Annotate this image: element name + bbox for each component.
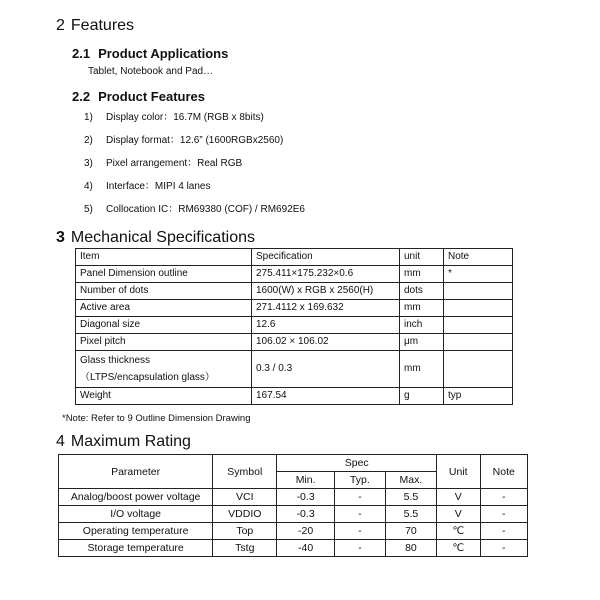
unit-cell: μm <box>400 334 444 351</box>
section-2-title: Features <box>70 17 135 34</box>
table-row <box>59 523 528 540</box>
symbol-cell: Tstg <box>213 540 277 557</box>
symbol-cell: VCI <box>213 489 277 506</box>
symbol-cell: VDDIO <box>213 506 277 523</box>
table-header-cell: Min. <box>277 472 334 489</box>
section-2-1-number: 2.1 <box>72 46 91 61</box>
parameter-cell: I/O voltage <box>59 506 213 523</box>
unit-cell: ℃ <box>437 523 480 540</box>
table-header-cell: Typ. <box>334 472 385 489</box>
spec-cell: 275.411×175.232×0.6 <box>252 266 400 283</box>
item-line: Glass thickness <box>80 355 151 366</box>
table-header-cell: Item <box>76 249 252 266</box>
feature-item-text: Interface：MIPI 4 lanes <box>106 181 211 192</box>
item-cell <box>76 351 252 388</box>
spec-cell: 0.3 / 0.3 <box>252 351 400 388</box>
table-row <box>76 300 513 317</box>
mechanical-footnote: *Note: Refer to 9 Outline Dimension Drawing <box>62 413 251 424</box>
note-cell <box>444 317 513 334</box>
feature-item-number: 3) <box>84 158 93 169</box>
section-2-1-title: Product Applications <box>98 46 229 61</box>
table-row <box>76 266 513 283</box>
table-header-cell: Parameter <box>59 455 213 489</box>
feature-item-text: Collocation IC：RM69380 (COF) / RM692E6 <box>106 204 305 215</box>
unit-cell: inch <box>400 317 444 334</box>
table-header-cell: Max. <box>385 472 436 489</box>
spec-cell: 1600(W) x RGB x 2560(H) <box>252 283 400 300</box>
section-4-title: Maximum Rating <box>70 433 191 450</box>
section-2-2-title: Product Features <box>98 89 205 104</box>
spec-cell: 271.4112 x 169.632 <box>252 300 400 317</box>
typ-cell: - <box>334 489 385 506</box>
max-cell: 5.5 <box>385 489 436 506</box>
table-row <box>76 317 513 334</box>
parameter-cell: Storage temperature <box>59 540 213 557</box>
table-row <box>76 283 513 300</box>
min-cell: -40 <box>277 540 334 557</box>
feature-item <box>84 110 305 133</box>
feature-item-number: 4) <box>84 181 93 192</box>
table-row <box>59 506 528 523</box>
section-3-title: Mechanical Specifications <box>70 229 255 246</box>
feature-item-number: 1) <box>84 112 93 123</box>
note-cell: typ <box>444 388 513 405</box>
feature-item-text: Pixel arrangement：Real RGB <box>106 158 243 169</box>
unit-cell: ℃ <box>437 540 480 557</box>
note-cell <box>444 283 513 300</box>
feature-item <box>84 179 305 202</box>
feature-item-text: Display format：12.6” (1600RGBx2560) <box>106 135 284 146</box>
table-header-cell: Spec <box>277 455 437 472</box>
min-cell: -0.3 <box>277 489 334 506</box>
table-header-cell: Symbol <box>213 455 277 489</box>
section-4-heading <box>56 433 191 451</box>
feature-item-number: 2) <box>84 135 93 146</box>
section-2-1-heading <box>72 46 228 61</box>
note-cell: - <box>480 540 528 557</box>
table-row <box>76 334 513 351</box>
mechanical-specifications-table <box>75 248 513 405</box>
feature-item-text: Display color：16.7M (RGB x 8bits) <box>106 112 264 123</box>
feature-item-number: 5) <box>84 204 93 215</box>
unit-cell: V <box>437 489 480 506</box>
typ-cell: - <box>334 523 385 540</box>
item-cell: Active area <box>76 300 252 317</box>
feature-list <box>84 110 305 225</box>
section-3-number: 3 <box>56 229 65 246</box>
applications-text: Tablet, Notebook and Pad… <box>88 66 214 77</box>
section-2-2-heading <box>72 89 205 104</box>
unit-cell: mm <box>400 300 444 317</box>
table-row <box>76 351 513 388</box>
section-2-number: 2 <box>56 17 65 34</box>
note-cell: - <box>480 506 528 523</box>
symbol-cell: Top <box>213 523 277 540</box>
table-header-cell: Note <box>444 249 513 266</box>
item-cell: Pixel pitch <box>76 334 252 351</box>
item-cell: Weight <box>76 388 252 405</box>
section-2-2-number: 2.2 <box>72 89 91 104</box>
table-header-cell: Unit <box>437 455 480 489</box>
table-row <box>76 388 513 405</box>
unit-cell: mm <box>400 266 444 283</box>
note-cell: - <box>480 523 528 540</box>
table-row <box>59 540 528 557</box>
unit-cell: V <box>437 506 480 523</box>
item-cell: Panel Dimension outline <box>76 266 252 283</box>
item-line: （LTPS/encapsulation glass） <box>80 372 215 383</box>
spec-cell: 12.6 <box>252 317 400 334</box>
maximum-rating-table <box>58 454 528 557</box>
note-cell: * <box>444 266 513 283</box>
parameter-cell: Analog/boost power voltage <box>59 489 213 506</box>
unit-cell: g <box>400 388 444 405</box>
note-cell <box>444 334 513 351</box>
table-header-cell: Note <box>480 455 528 489</box>
feature-item <box>84 202 305 225</box>
unit-cell: mm <box>400 351 444 388</box>
section-2-heading <box>56 17 134 35</box>
table-header-cell: Specification <box>252 249 400 266</box>
unit-cell: dots <box>400 283 444 300</box>
table-row <box>59 489 528 506</box>
min-cell: -20 <box>277 523 334 540</box>
max-cell: 70 <box>385 523 436 540</box>
note-cell: - <box>480 489 528 506</box>
table-header-cell: unit <box>400 249 444 266</box>
max-cell: 80 <box>385 540 436 557</box>
feature-item <box>84 133 305 156</box>
section-3-heading <box>56 229 255 247</box>
min-cell: -0.3 <box>277 506 334 523</box>
table-header-row <box>59 455 528 472</box>
typ-cell: - <box>334 540 385 557</box>
parameter-cell: Operating temperature <box>59 523 213 540</box>
typ-cell: - <box>334 506 385 523</box>
note-cell <box>444 300 513 317</box>
table-header-row <box>76 249 513 266</box>
section-4-number: 4 <box>56 433 65 450</box>
item-cell: Diagonal size <box>76 317 252 334</box>
spec-cell: 167.54 <box>252 388 400 405</box>
item-cell: Number of dots <box>76 283 252 300</box>
note-cell <box>444 351 513 388</box>
max-cell: 5.5 <box>385 506 436 523</box>
spec-cell: 106.02 × 106.02 <box>252 334 400 351</box>
feature-item <box>84 156 305 179</box>
